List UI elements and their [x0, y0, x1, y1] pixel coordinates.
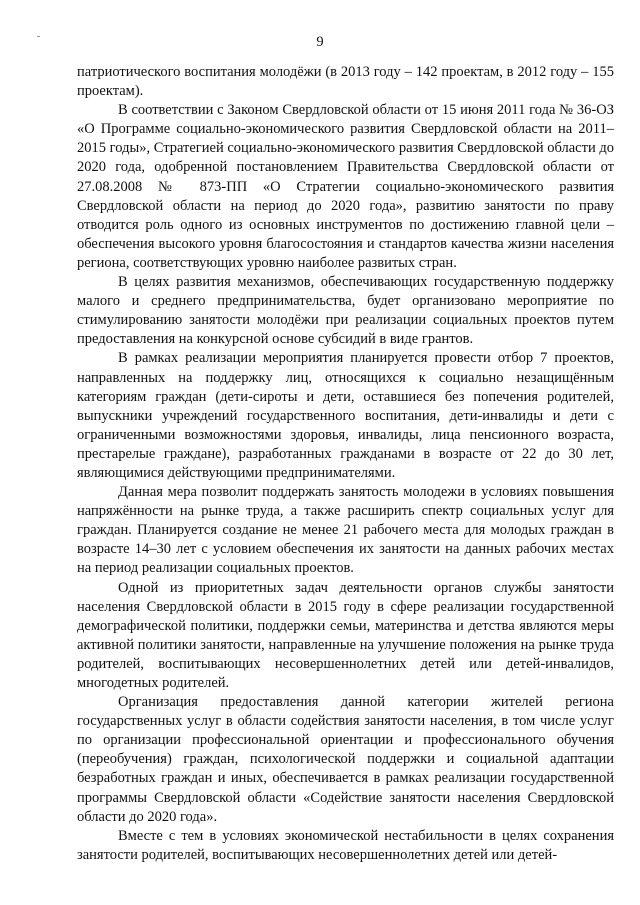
paragraph-8: Вместе с тем в условиях экономической нестабильности в целях сохранения занятости родителей, воспитывающих несовершеннолетних детей или детей- — [77, 827, 614, 863]
paragraph-6: Одной из приоритетных задач деятельности органов службы занятости населения Свердловской области в 2015 году в сфере реализации государственной демографической политики, поддержки семьи, материнства и детства являются меры активной политики занятости, направленные на улучшение положения на рынке труда родителей, воспитывающих несовершеннолетних детей или детей-инвалидов, многодетных родителей. — [77, 579, 614, 691]
paragraph-3: В целях развития механизмов, обеспечивающих государственную поддержку малого и среднего предпринимательства, будет организовано мероприятие по стимулированию занятости молодёжи при реализации социальных проектов путем предоставления на конкурсной основе субсидий в виде грантов. — [77, 274, 614, 348]
document-body — [77, 63, 614, 865]
paragraph-4: В рамках реализации мероприятия планируется провести отбор 7 проектов, направленных на поддержку лиц, относящихся к социально незащищённым категориям граждан (дети-сироты и дети, оставшиеся без попечения родителей, выпускники учреждений государственного воспитания, дети-инвалиды и дети с ограниченными возможностями здоровья, инвалиды, лица пенсионного возраста, престарелые граждане), разработанных гражданами в возрасте от 22 до 30 лет, являющимися действующими предпринимателями. — [77, 350, 614, 481]
paragraph-5: Данная мера позволит поддержать занятость молодежи в условиях повышения напряжённости на рынке труда, а также расширить спектр социальных услуг для граждан. Планируется создание не менее 21 рабочего места для молодых граждан в возрасте 14–30 лет с условием обеспечения их занятости на данных рабочих местах на период реализации социальных проектов. — [77, 484, 614, 577]
paragraph-2: В соответствии с Законом Свердловской области от 15 июня 2011 года № 36-ОЗ «О Программе социально-экономического развития Свердловской области на 2011–2015 годы», Стратегией социально-экономического развития Свердловской области до 2020 года, одобренной постановлением Правительства Свердловской области от 27.08.2008 № 873-ПП «О Стратегии социально-экономического развития Свердловской области на период до 2020 года», развитию занятости по праву отводится роль одного из основных инструментов по достижению главной цели – обеспечения высокого уровня благосостояния и стандартов качества жизни населения региона, соответствующих уровню наиболее развитых стран. — [77, 102, 614, 271]
page-number: 9 — [316, 34, 324, 50]
paragraph-1: патриотического воспитания молодёжи (в 2013 году – 142 проектам, в 2012 году – 155 проектам). — [77, 64, 614, 100]
paragraph-7: Организация предоставления данной категории жителей региона государственных услуг в области содействия занятости населения, в том числе услуг по организации профессиональной ориентации и профессионального обучения (переобучения) граждан, психологической поддержки и социальной адаптации безработных граждан и иных, обеспечивается в рамках реализации государственной программы Свердловской области «Содействие занятости населения Свердловской области до 2020 года». — [77, 694, 614, 825]
